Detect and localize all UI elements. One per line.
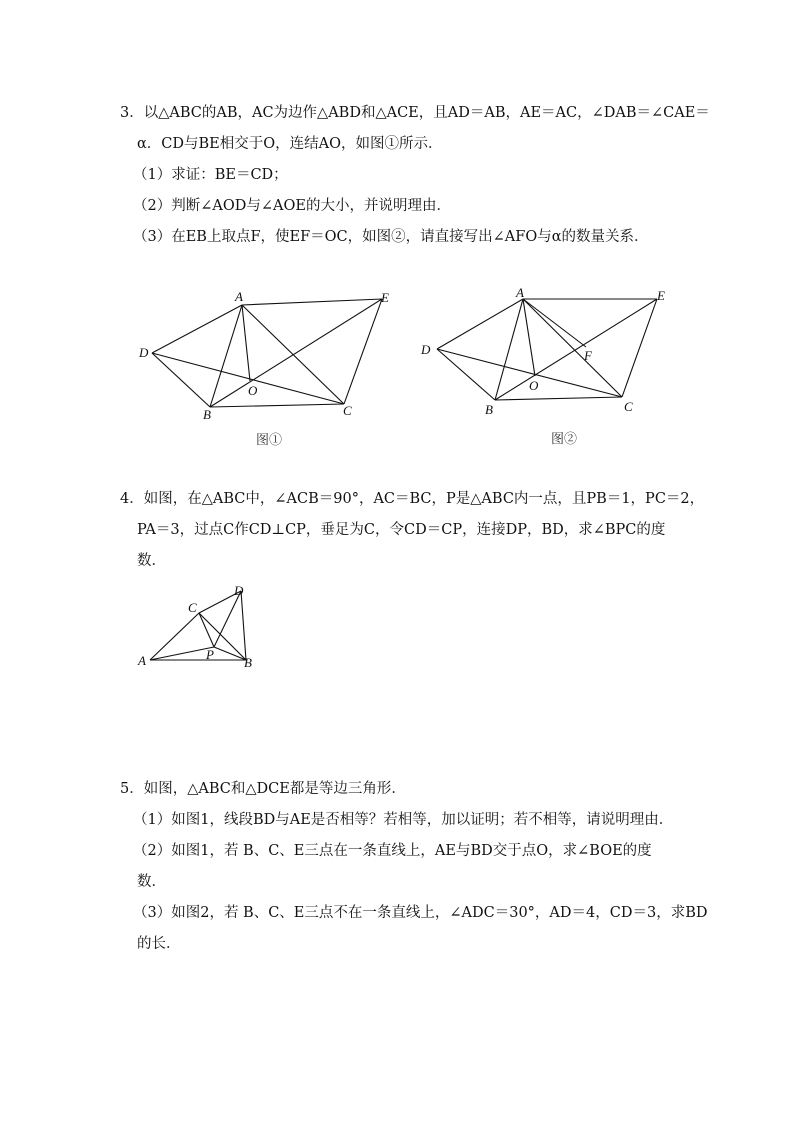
fig1-segment-AE (242, 299, 382, 305)
p5-question-3a: （3）如图2，若 B、C、E三点不在一条直线上，∠ADC＝30°，AD＝4，CD＝3，求BD (133, 905, 708, 921)
fig1-label-O: O (248, 383, 258, 398)
p4-label-A: A (138, 653, 146, 668)
figure-2-caption: 图② (551, 432, 578, 447)
fig2-segment-AF (523, 299, 586, 347)
p5-question-1: （1）如图1，线段BD与AE是否相等？若相等，加以证明；若不相等，请说明理由． (133, 812, 674, 828)
fig1-label-E: E (381, 290, 389, 305)
p5-line1: 5．如图，△ABC和△DCE都是等边三角形． (120, 781, 406, 797)
fig1-segment-DA (152, 305, 242, 353)
p5-question-3b: 的长． (137, 936, 181, 952)
figure-1-diagram (130, 285, 400, 425)
p4-line2: PA＝3，过点C作CD⊥CP，垂足为C，令CD＝CP，连接DP，BD，求∠BPC的度 (137, 522, 666, 538)
fig2-segment-BC (495, 397, 622, 400)
p5-question-2b: 数． (137, 874, 166, 890)
fig1-segment-BC (210, 404, 344, 407)
p4-segment-AC (150, 613, 199, 660)
p3-line1: 3．以△ABC的AB，AC为边作△ABD和△ACE，且AD＝AB，AE＝AC，∠DAB＝∠CAE＝ (120, 105, 710, 121)
fig2-label-D: D (421, 342, 431, 357)
p3-question-3: （3）在EB上取点F，使EF＝OC，如图②，请直接写出∠AFO与α的数量关系． (133, 229, 649, 245)
fig1-segment-EC (344, 299, 382, 404)
p4-label-P: P (206, 647, 214, 662)
p4-line3: 数． (137, 553, 166, 569)
fig2-segment-AO (523, 299, 535, 376)
p4-segment-CP (199, 613, 214, 647)
fig1-label-C: C (343, 403, 352, 418)
p4-segment-PA (150, 647, 214, 660)
fig2-label-E: E (657, 288, 665, 303)
p4-segment-DP (214, 591, 241, 647)
fig1-label-B: B (203, 407, 211, 422)
fig1-label-D: D (139, 345, 149, 360)
fig2-label-F: F (584, 348, 592, 363)
fig2-label-C: C (624, 399, 633, 414)
p3-line2: α．CD与BE相交于O，连结AO，如图①所示． (137, 136, 443, 152)
p4-segment-PB (214, 647, 246, 660)
fig1-label-A: A (235, 289, 243, 304)
fig2-segment-EC (622, 299, 657, 397)
p4-segment-DB (241, 591, 246, 660)
fig2-label-B: B (485, 402, 493, 417)
fig2-label-O: O (529, 378, 539, 393)
fig1-segment-AO (242, 305, 250, 381)
p5-question-2a: （2）如图1，若 B、C、E三点在一条直线上，AE与BD交于点O，求∠BOE的度 (133, 843, 652, 859)
figure-p4-diagram (130, 578, 270, 673)
p4-line1: 4．如图，在△ABC中，∠ACB＝90°，AC＝BC，P是△ABC内一点，且PB＝1，PC＝2， (120, 491, 705, 507)
figure-2-diagram (415, 283, 685, 423)
figure-1-caption: 图① (256, 433, 283, 448)
p3-question-2: （2）判断∠AOD与∠AOE的大小，并说明理由． (133, 198, 451, 214)
fig2-label-A: A (516, 285, 524, 300)
p4-label-C: C (188, 600, 197, 615)
fig1-segment-AB (210, 305, 242, 407)
p4-label-D: D (234, 583, 244, 598)
p3-question-1: （1）求证：BE＝CD； (133, 167, 288, 183)
fig2-segment-DA (437, 299, 523, 349)
p4-label-B: B (244, 655, 252, 670)
